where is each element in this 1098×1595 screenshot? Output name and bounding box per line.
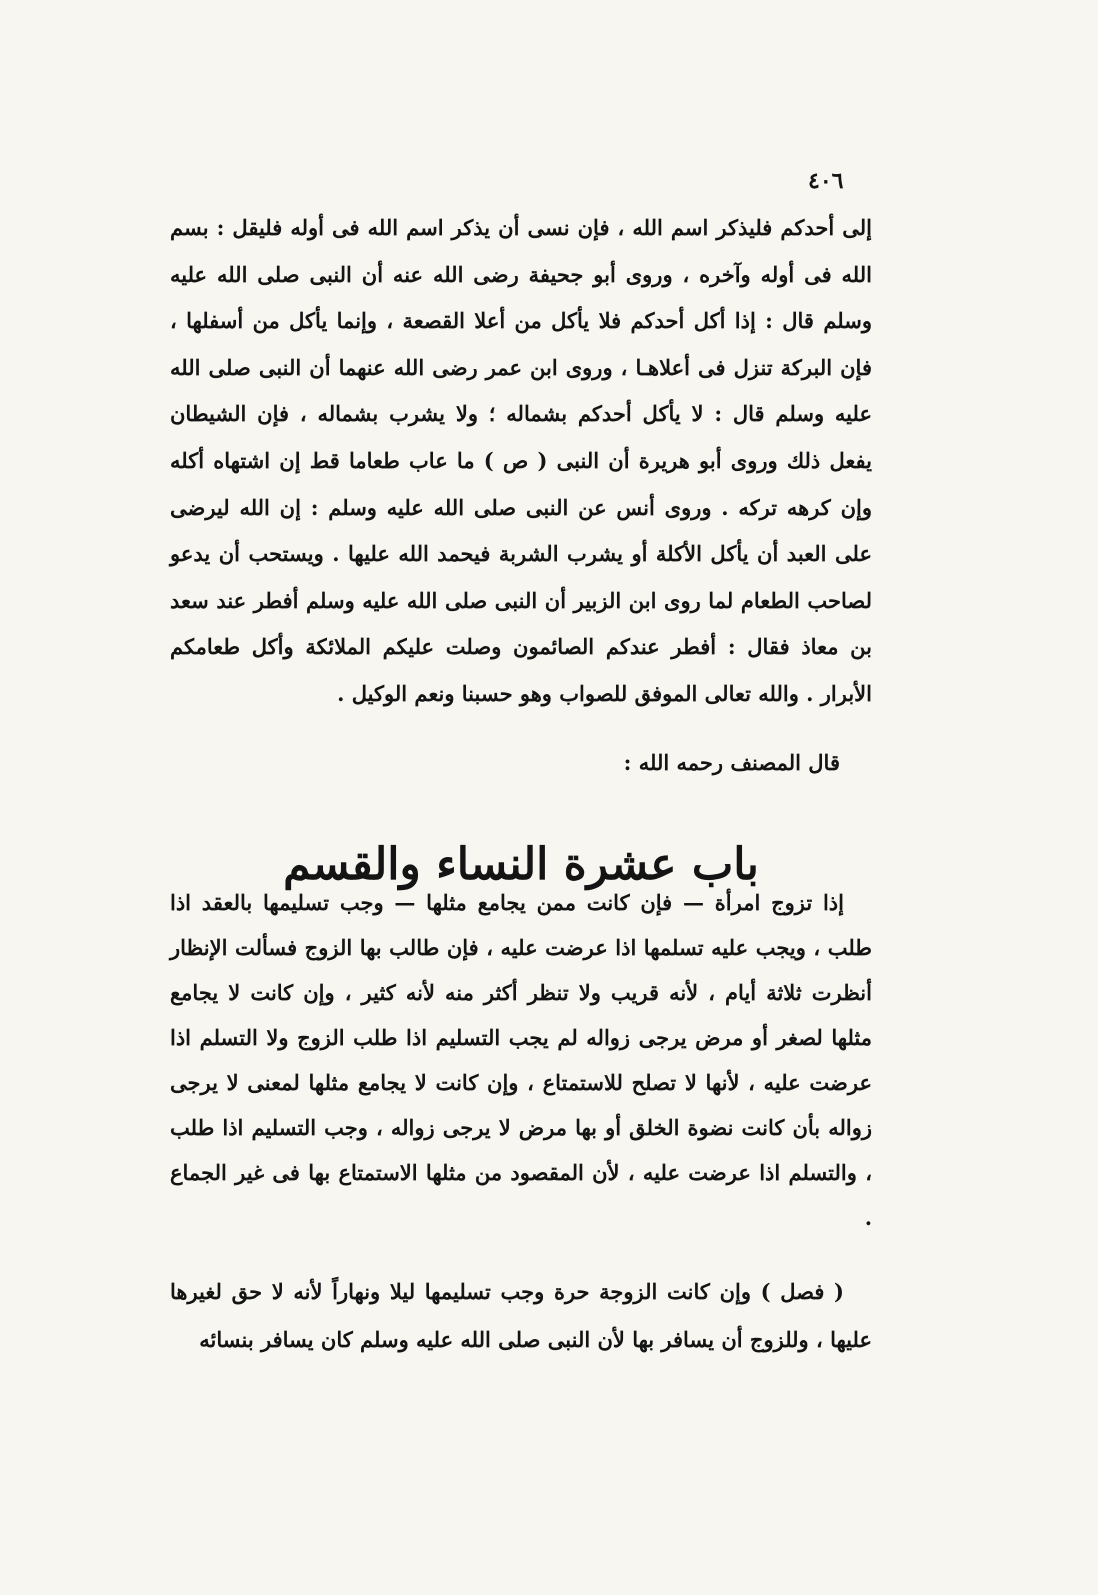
chapter-paragraph: إذا تزوج امرأة — فإن كانت ممن يجامع مثلها — وجب تسليمها بالعقد اذا طلب ، ويجب عليه تسلمها اذا عرضت عليه ، فإن طالب بها الزوج فسألت الإنظار أنظرت ثلاثة أيام ، لأنه قريب ولا تنظر أكثر منه لأنه كثير ، وإن كانت لا يجامع مثلها لصغر أو مرض يرجى زواله لم يجب التسليم اذا طلب الزوج ولا التسلم اذا عرضت عليه ، لأنها لا تصلح للاستمتاع ، وإن كانت لا يجامع مثلها لمعنى لا يرجى زواله بأن كانت نضوة الخلق أو بها مرض لا يرجى زواله ، وجب التسليم اذا طلب ، والتسلم اذا عرضت عليه ، لأن المقصود من مثلها الاستمتاع بها فى غير الجماع .: [170, 890, 872, 1230]
page-number: ٤٠٦: [808, 168, 844, 194]
section-text-block: [170, 1268, 872, 1364]
chapter-title: باب عشرة النساء والقسم: [283, 839, 759, 891]
intro-text-block: [170, 205, 872, 718]
intro-paragraph: إلى أحدكم فليذكر اسم الله ، فإن نسى أن يذكر اسم الله فى أوله فليقل : بسم الله فى أوله وآخره ، وروى أبو جحيفة رضى الله عنه أن النبى صلى الله عليه وسلم قال : إذا أكل أحدكم فلا يأكل من أعلا القصعة ، وإنما يأكل من أسفلها ، فإن البركة تنزل فى أعلاهـا ، وروى ابن عمر رضى الله عنهما أن النبى صلى الله عليه وسلم قال : لا يأكل أحدكم بشماله ؛ ولا يشرب بشماله ، فإن الشيطان يفعل ذلك وروى أبو هريرة أن النبى ( ص ) ما عاب طعاما قط إن اشتهاه أكله وإن كرهه تركه . وروى أنس عن النبى صلى الله عليه وسلم : إن الله ليرضى على العبد أن يأكل الأكلة أو يشرب الشربة فيحمد الله عليها . ويستحب أن يدعو لصاحب الطعام لما روى ابن الزبير أن النبى صلى الله عليه وسلم أفطر عند سعد بن معاذ فقال : أفطر عندكم الصائمون وصلت عليكم الملائكة وأكل طعامكم الأبرار . والله تعالى الموفق للصواب وهو حسبنا ونعم الوكيل .: [170, 215, 872, 706]
author-line: قال المصنف رحمه الله :: [623, 750, 840, 775]
section-paragraph: ( فصل ) وإن كانت الزوجة حرة وجب تسليمها ليلا ونهاراً لأنه لا حق لغيرها عليها ، وللزوج أن يسافر بها لأن النبى صلى الله عليه وسلم كان يسافر بنسائه: [170, 1279, 872, 1352]
chapter-text-block: [170, 880, 872, 1240]
